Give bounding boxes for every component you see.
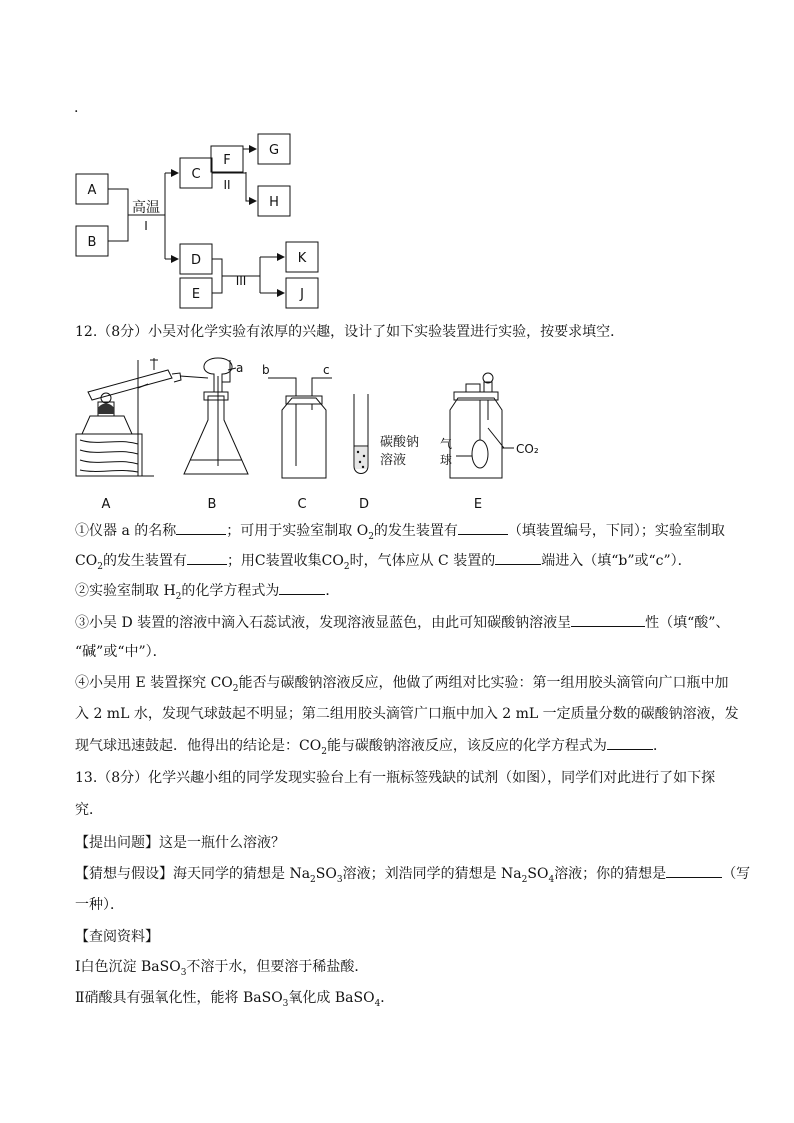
q13-question-head: 【提出问题】 — [75, 835, 159, 851]
q13-ref2-b: 氧化成 BaSO — [288, 990, 375, 1006]
q13-question-text: 这是一瓶什么溶液？ — [159, 835, 285, 851]
q12-item4-text-e: ． — [652, 738, 667, 754]
label-c-port: c — [323, 363, 330, 377]
q12-item4-line1: ④小吴用 E 装置探究 $CO_2$能否与碳酸钠溶液反应，他做了两组对比实验：第一组用胶头滴管向广口瓶中加 — [75, 675, 729, 694]
q12-item1-text-i: 端进入（填“b”或“c”）． — [541, 553, 692, 569]
label-d-solution-1: 碳酸钠 — [380, 435, 420, 450]
q13-hypo-a: 海天同学的猜想是 Na — [173, 866, 311, 882]
q12-item2: ②实验室制取 $H_2$的化学方程式为 ． — [75, 580, 725, 601]
apparatus-a-block — [76, 434, 142, 476]
q12-item3-text-b: 性（填“酸”、 — [645, 615, 730, 631]
q12-item2-text-a: ②实验室制取 H — [75, 583, 176, 599]
label-step1: I — [144, 219, 148, 233]
label-h: H — [269, 195, 279, 210]
q12-item4-text-d: 能与碳酸钠溶液反应，该反应的化学方程式为 — [326, 738, 607, 754]
label-e-gas-1: 气 — [440, 437, 453, 451]
q13-title-line2: 究． — [75, 802, 103, 818]
answer-blank-reaction-equation[interactable] — [607, 735, 653, 750]
q13-hypothesis-line1: 【猜想与假设】海天同学的猜想是 $Na_2SO_3$溶液；刘浩同学的猜想是 $Na_2SO_4$溶液；你的猜想是 （写 — [75, 863, 725, 884]
label-j: J — [300, 287, 304, 302]
q12-item1-text-b: ；可用于实验室制取 O — [226, 523, 369, 539]
q12-item4-text-b: 能否与碳酸钠溶液反应，他做了两组对比实验：第一组用胶头滴管向广口瓶中加 — [238, 675, 729, 691]
q12-item4-line3: 现气球迅速鼓起．他得出的结论是：$CO_2$能与碳酸钠溶液反应，该反应的化学方程式为 ． — [75, 735, 725, 756]
label-e-co2: CO₂ — [516, 442, 539, 456]
label-apparatus-e: E — [473, 497, 483, 512]
q13-ref2-a: Ⅱ硝酸具有强氧化性，能将 BaSO — [75, 990, 283, 1006]
q12-item1-text-c: 的发生装置有 — [373, 523, 458, 539]
apparatus-b-flask — [184, 396, 248, 474]
label-d: D — [190, 253, 202, 268]
q13-reference-1: Ⅰ白色沉淀 BaSO$_3$不溶于水，但要溶于稀盐酸． — [75, 959, 369, 978]
label-b: B — [87, 235, 97, 250]
q12-item2-text-c: ． — [325, 583, 340, 599]
label-step2: II — [223, 178, 231, 192]
answer-blank-acidity[interactable] — [571, 612, 645, 627]
answer-blank-port[interactable] — [495, 550, 541, 565]
q13-ref1-a: Ⅰ白色沉淀 BaSO — [75, 959, 181, 975]
q13-hypo-c: 溶液；刘浩同学的猜想是 Na — [342, 866, 522, 882]
q13-question — [75, 833, 725, 853]
label-f: F — [223, 153, 231, 168]
label-apparatus-c: C — [297, 497, 307, 512]
q12-item1-text-f: 的发生装置有 — [102, 553, 187, 569]
q13-reference-2: Ⅱ硝酸具有强氧化性，能将 BaSO$_3$氧化成 BaSO$_4$． — [75, 990, 395, 1009]
label-apparatus-b: B — [207, 497, 217, 512]
q13-hypo-e: 溶液；你的猜想是 — [554, 866, 667, 882]
q12-item1-line2: $CO_2$的发生装置有 ；用C装置收集$CO_2$时，气体应从 C 装置的 端进入（填“b”或“c”）． — [75, 550, 725, 571]
label-b-port: b — [262, 363, 270, 377]
apparatus-a-tube — [88, 370, 172, 400]
answer-blank-co2-device[interactable] — [187, 550, 227, 565]
q12-item1-text-e: CO — [75, 553, 98, 569]
label-apparatus-a: A — [101, 497, 111, 512]
q12-item4-text-c: 现气球迅速鼓起．他得出的结论是：CO — [75, 738, 322, 754]
q13-reference-head: 【查阅资料】 — [75, 929, 159, 945]
q13-hypo-b: SO — [315, 866, 337, 882]
label-step3: III — [235, 274, 247, 288]
q12-title: 12.（8分）小吴对化学实验有浓厚的兴趣，设计了如下实验装置进行实验，按要求填空． — [75, 324, 625, 340]
label-d-solution-2: 溶液 — [380, 453, 407, 468]
q13-hypo-d: SO — [527, 866, 549, 882]
answer-blank-h2-equation[interactable] — [279, 580, 325, 595]
label-k: K — [297, 251, 307, 266]
q13-hypothesis-line2: 一种）． — [75, 897, 124, 913]
q12-item1-text-g: ；用C装置收集CO — [226, 553, 344, 569]
answer-blank-your-guess[interactable] — [666, 863, 722, 878]
label-a-port: a — [236, 361, 244, 375]
label-g: G — [268, 143, 280, 158]
label-e-gas-2: 球 — [440, 453, 453, 467]
label-c: C — [191, 167, 201, 182]
q13-hypo-head: 【猜想与假设】 — [75, 866, 173, 882]
apparatus-figure — [68, 348, 568, 516]
q13-ref1-b: 不溶于水，但要溶于稀盐酸． — [186, 959, 369, 975]
apparatus-e-balloon — [472, 440, 488, 468]
q12-item2-text-b: 的化学方程式为 — [181, 583, 280, 599]
q13-ref2-c: ． — [380, 990, 395, 1006]
label-high-temp: 高温 — [132, 200, 160, 216]
q12-item4-line2: 入 2 mL 水，发现气球鼓起不明显；第二组用胶头滴管广口瓶中加入 2 mL 一定质量分数的碳酸钠溶液，发 — [75, 706, 739, 722]
q12-item4-text-a: ④小吴用 E 装置探究 CO — [75, 675, 233, 691]
q12-item3-line2: “碱”或“中”）． — [75, 644, 167, 660]
q12-item1-text-d: （填装置编号，下同）；实验室制取 — [507, 523, 725, 539]
label-apparatus-d: D — [358, 497, 370, 512]
q12-item1-line1: ①仪器 a 的名称 ；可用于实验室制取 $O_2$的发生装置有 （填装置编号，下同）；实验室制取 — [75, 520, 725, 541]
q12-item3-text-a: ③小吴 D 装置的溶液中滴入石蕊试液，发现溶液显蓝色，由此可知碳酸钠溶液呈 — [75, 615, 572, 631]
label-e: E — [191, 287, 201, 302]
q13-hypo-f: （写 — [722, 866, 751, 882]
top-dot: . — [74, 100, 79, 116]
q12-item3-line1 — [75, 612, 730, 633]
flow-diagram — [70, 128, 330, 310]
answer-blank-o2-device[interactable] — [458, 520, 508, 535]
q13-title-line1: 13.（8分）化学兴趣小组的同学发现实验台上有一瓶标签残缺的试剂（如图），同学们对此进行了如下探 — [75, 770, 716, 786]
q12-item1-text-h: 时，气体应从 C 装置的 — [349, 553, 496, 569]
apparatus-c-bottle — [282, 398, 326, 478]
answer-blank-instrument-a[interactable] — [176, 520, 226, 535]
label-a: A — [87, 183, 97, 198]
q12-item1-text-a: ①仪器 a 的名称 — [75, 523, 177, 539]
